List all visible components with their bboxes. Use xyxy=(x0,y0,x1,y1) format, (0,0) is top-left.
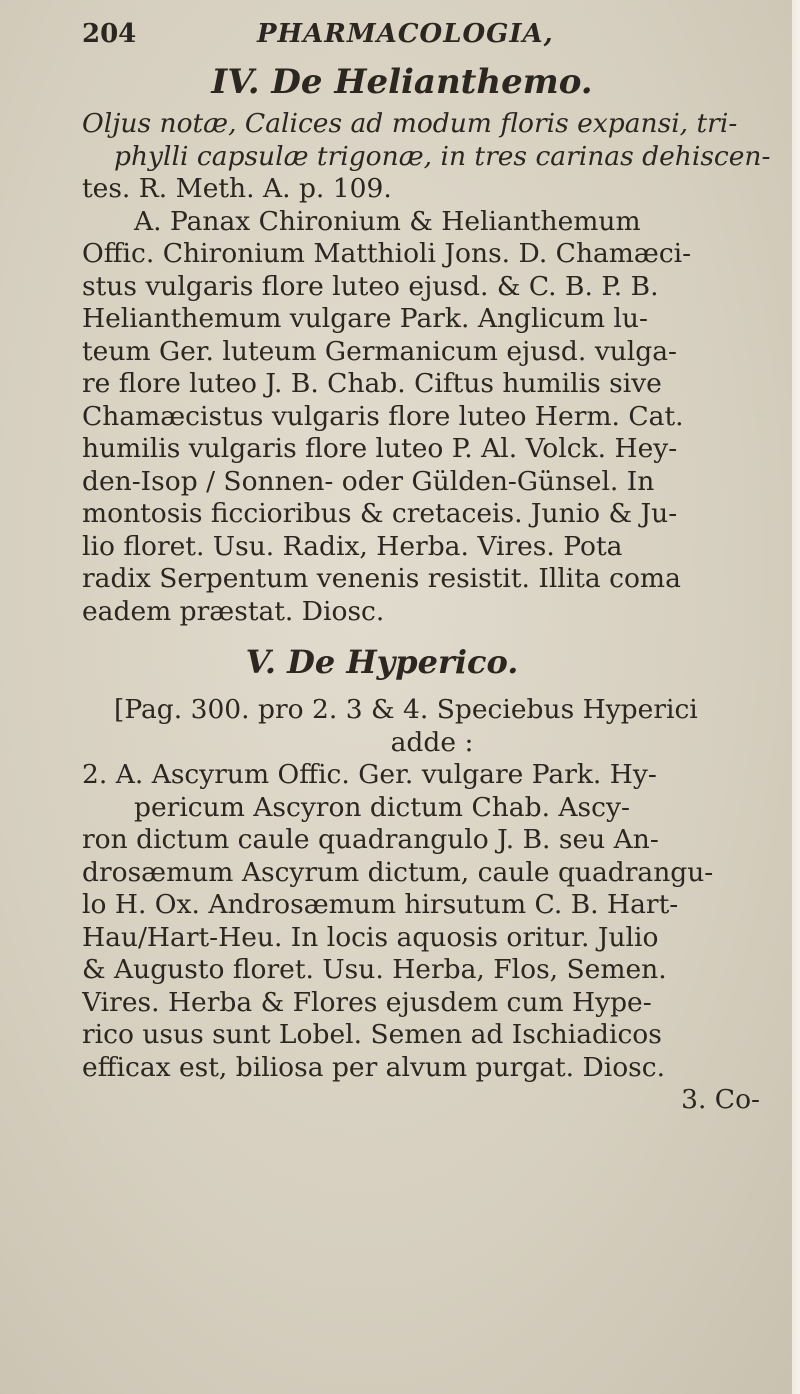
text-line: Vires. Herba & Flores ejusdem cum Hype- xyxy=(82,986,652,1018)
text-line: Offic. Chironium Matthioli Jons. D. Chamæci- xyxy=(82,238,692,269)
text-line: Helianthemum vulgare Park. Anglicum lu- xyxy=(82,303,648,334)
section-v-title: V. De Hyperico. xyxy=(245,643,519,681)
text-line: & Augusto floret. Usu. Herba, Flos, Semen. xyxy=(82,954,667,985)
text-line: humilis vulgaris flore luteo P. Al. Volck. Hey- xyxy=(82,433,678,464)
text-line: re flore luteo J. B. Chab. Ciftus humilis sive xyxy=(82,368,662,399)
text-line: 2. A. Ascyrum Offic. Ger. vulgare Park. Hy- xyxy=(82,759,657,790)
text-line: A. Panax Chironium & Helianthemum xyxy=(134,205,641,237)
page-header xyxy=(82,18,782,58)
text-line: pericum Ascyron dictum Chab. Ascy- xyxy=(134,791,630,823)
section-v-body xyxy=(82,694,782,1117)
text-line: eadem præstat. Diosc. xyxy=(82,595,385,627)
text-line: lio floret. Usu. Radix, Herba. Vires. Pota xyxy=(82,530,623,562)
text-line: Oljus notæ, Calices ad modum floris expansi, tri- xyxy=(82,108,738,139)
page-edge xyxy=(792,0,800,1394)
text-line: efficax est, biliosa per alvum purgat. Diosc. xyxy=(82,1051,666,1083)
section-iv-title: IV. De Helianthemo. xyxy=(211,62,593,102)
section-iv-body xyxy=(82,108,782,628)
text-line: montosis ficcioribus & cretaceis. Junio & Ju- xyxy=(82,498,678,529)
text-line: radix Serpentum venenis resistit. Illita coma xyxy=(82,563,681,594)
running-title: PHARMACOLOGIA, xyxy=(257,19,554,49)
text-line: den-Isop / Sonnen- oder Gülden-Günsel. In xyxy=(82,465,655,497)
text-line: tes. R. Meth. A. p. 109. xyxy=(82,173,392,204)
text-line: Hau/Hart-Heu. In locis aquosis oritur. Julio xyxy=(82,921,659,953)
text-line: Chamæcistus vulgaris flore luteo Herm. Cat. xyxy=(82,400,684,432)
text-line: rico usus sunt Lobel. Semen ad Ischiadicos xyxy=(82,1019,662,1050)
text-line: drosæmum Ascyrum dictum, caule quadrangu- xyxy=(82,856,714,888)
text-line: ron dictum caule quadrangulo J. B. seu An- xyxy=(82,824,659,855)
text-line: teum Ger. luteum Germanicum ejusd. vulga- xyxy=(82,335,677,367)
text-line: stus vulgaris flore luteo ejusd. & C. B. P. B. xyxy=(82,270,659,302)
text-line: lo H. Ox. Androsæmum hirsutum C. B. Hart- xyxy=(82,889,679,920)
text-line: phylli capsulæ trigonæ, in tres carinas dehiscen- xyxy=(114,140,771,172)
text-line: [Pag. 300. pro 2. 3 & 4. Speciebus Hyperici xyxy=(114,694,698,725)
catchword: 3. Co- xyxy=(681,1084,760,1115)
text-line: adde : xyxy=(390,726,474,758)
page-number: 204 xyxy=(82,19,137,49)
page-text-block xyxy=(82,18,782,1117)
